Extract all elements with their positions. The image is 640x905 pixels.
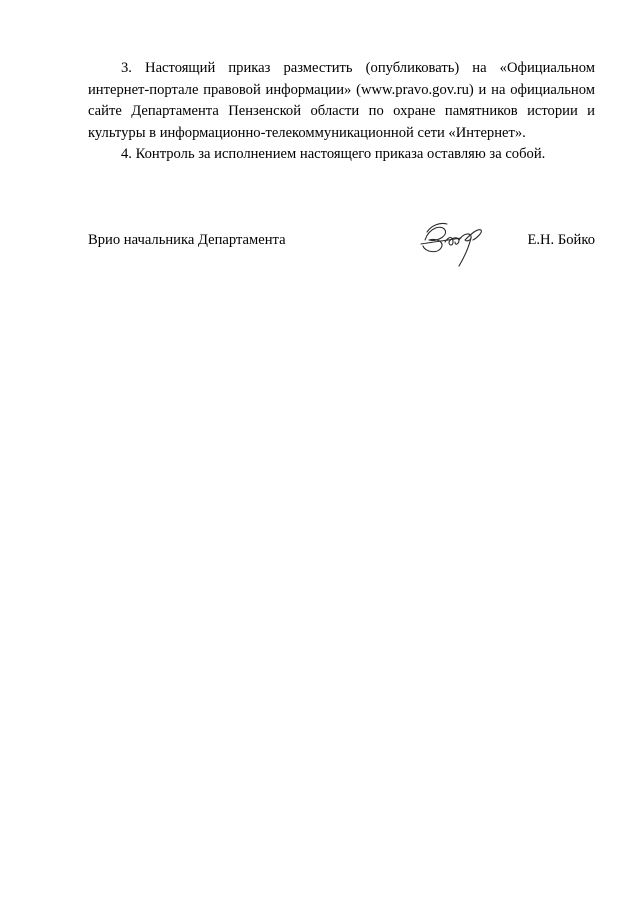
signature-block [88,232,595,272]
signatory-position: Врио начальника Департамента [88,232,286,248]
paragraph-control: 4. Контроль за исполнением настоящего приказа оставляю за собой. [121,146,546,162]
handwritten-signature [415,218,495,270]
signatory-name: Е.Н. Бойко [527,232,595,248]
paragraph-publication: 3. Настоящий приказ разместить (опубликовать) на «Официальном интернет-портале правовой информации» (www.pravo.gov.ru) и на официальном сайте Департамента Пензенской области по охране памятников истории и культуры в информационно-телекоммуникационной сети «Интернет». [88,60,595,141]
document-body [88,58,595,166]
